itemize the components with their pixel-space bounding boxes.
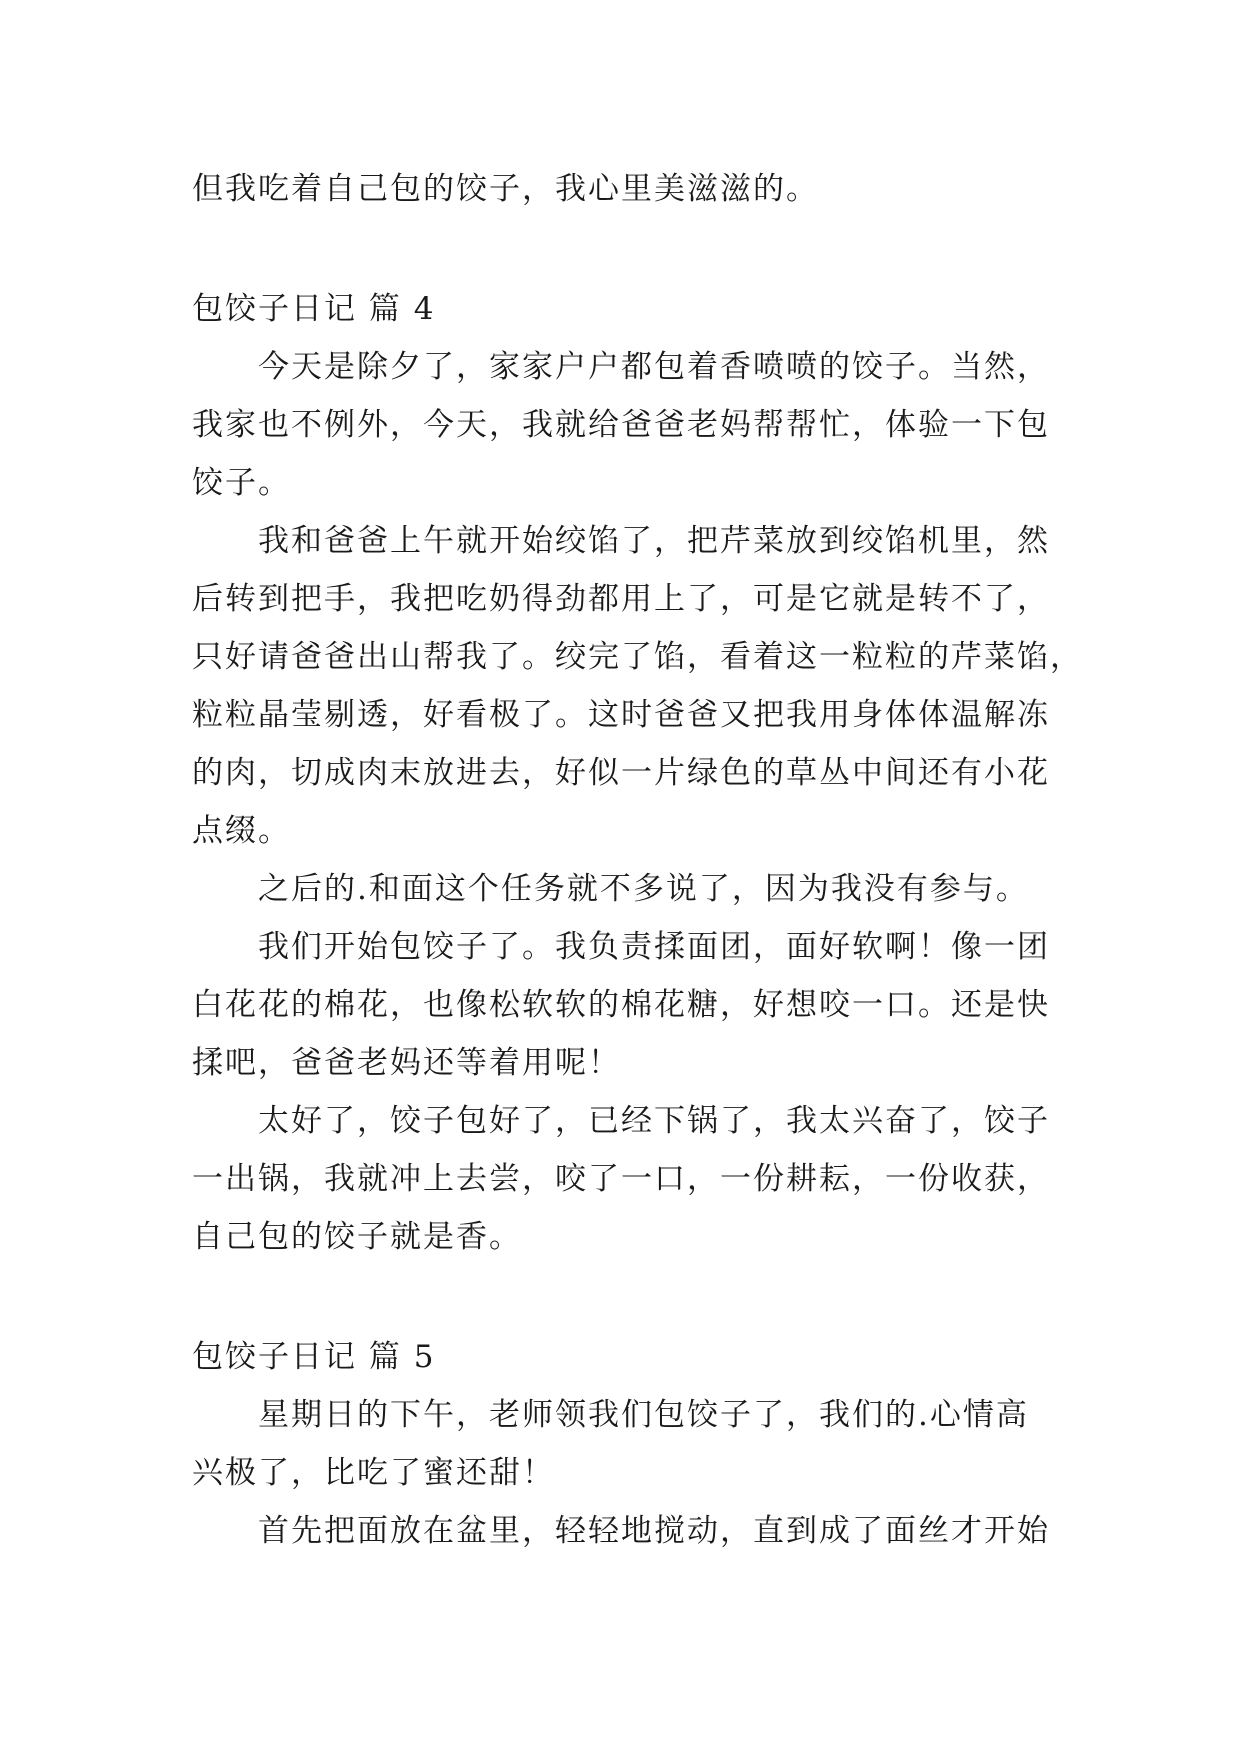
text-line: 自己包的饺子就是香。	[192, 1219, 522, 1255]
text-line: 星期日的下午，老师领我们包饺子了，我们的.心情高	[258, 1397, 1029, 1433]
text-line: 揉吧，爸爸老妈还等着用呢！	[192, 1045, 621, 1081]
section-heading-5: 包饺子日记 篇 5	[192, 1339, 436, 1375]
paragraph	[192, 860, 1072, 918]
text-line: 白花花的棉花，也像松软软的棉花糖，好想咬一口。还是快	[192, 987, 1050, 1023]
document-page	[192, 160, 1083, 1560]
text-line: 之后的.和面这个任务就不多说了，因为我没有参与。	[258, 871, 1029, 907]
text-line: 我家也不例外，今天，我就给爸爸老妈帮帮忙，体验一下包	[192, 407, 1050, 443]
paragraph	[192, 1092, 1072, 1266]
text-line: 后转到把手，我把吃奶得劲都用上了，可是它就是转不了，	[192, 581, 1050, 617]
text-line: 我们开始包饺子了。我负责揉面团，面好软啊！像一团	[258, 929, 1050, 965]
text-line: 饺子。	[192, 465, 291, 501]
text-line: 的肉，切成肉末放进去，好似一片绿色的草丛中间还有小花	[192, 755, 1050, 791]
text-line: 点缀。	[192, 813, 291, 849]
intro-tail-line: 但我吃着自己包的饺子，我心里美滋滋的。	[192, 171, 819, 207]
text-line: 首先把面放在盆里，轻轻地搅动，直到成了面丝才开始	[258, 1513, 1050, 1549]
paragraph	[192, 1502, 1072, 1560]
section-gap	[192, 1266, 1072, 1328]
paragraph	[192, 918, 1072, 1092]
section-heading-4: 包饺子日记 篇 4	[192, 291, 436, 327]
text-line: 我和爸爸上午就开始绞馅了，把芹菜放到绞馅机里，然	[258, 523, 1050, 559]
paragraph	[192, 1386, 1072, 1502]
section-gap	[192, 218, 1072, 280]
text-line: 太好了，饺子包好了，已经下锅了，我太兴奋了，饺子	[258, 1103, 1050, 1139]
paragraph	[192, 512, 1083, 860]
paragraph	[192, 338, 1072, 512]
text-line: 粒粒晶莹剔透，好看极了。这时爸爸又把我用身体体温解冻	[192, 697, 1050, 733]
text-line: 只好请爸爸出山帮我了。绞完了馅，看着这一粒粒的芹菜馅，	[192, 639, 1083, 675]
text-line: 兴极了，比吃了蜜还甜！	[192, 1455, 555, 1491]
text-line: 一出锅，我就冲上去尝，咬了一口，一份耕耘，一份收获，	[192, 1161, 1050, 1197]
text-line: 今天是除夕了，家家户户都包着香喷喷的饺子。当然，	[258, 349, 1050, 385]
